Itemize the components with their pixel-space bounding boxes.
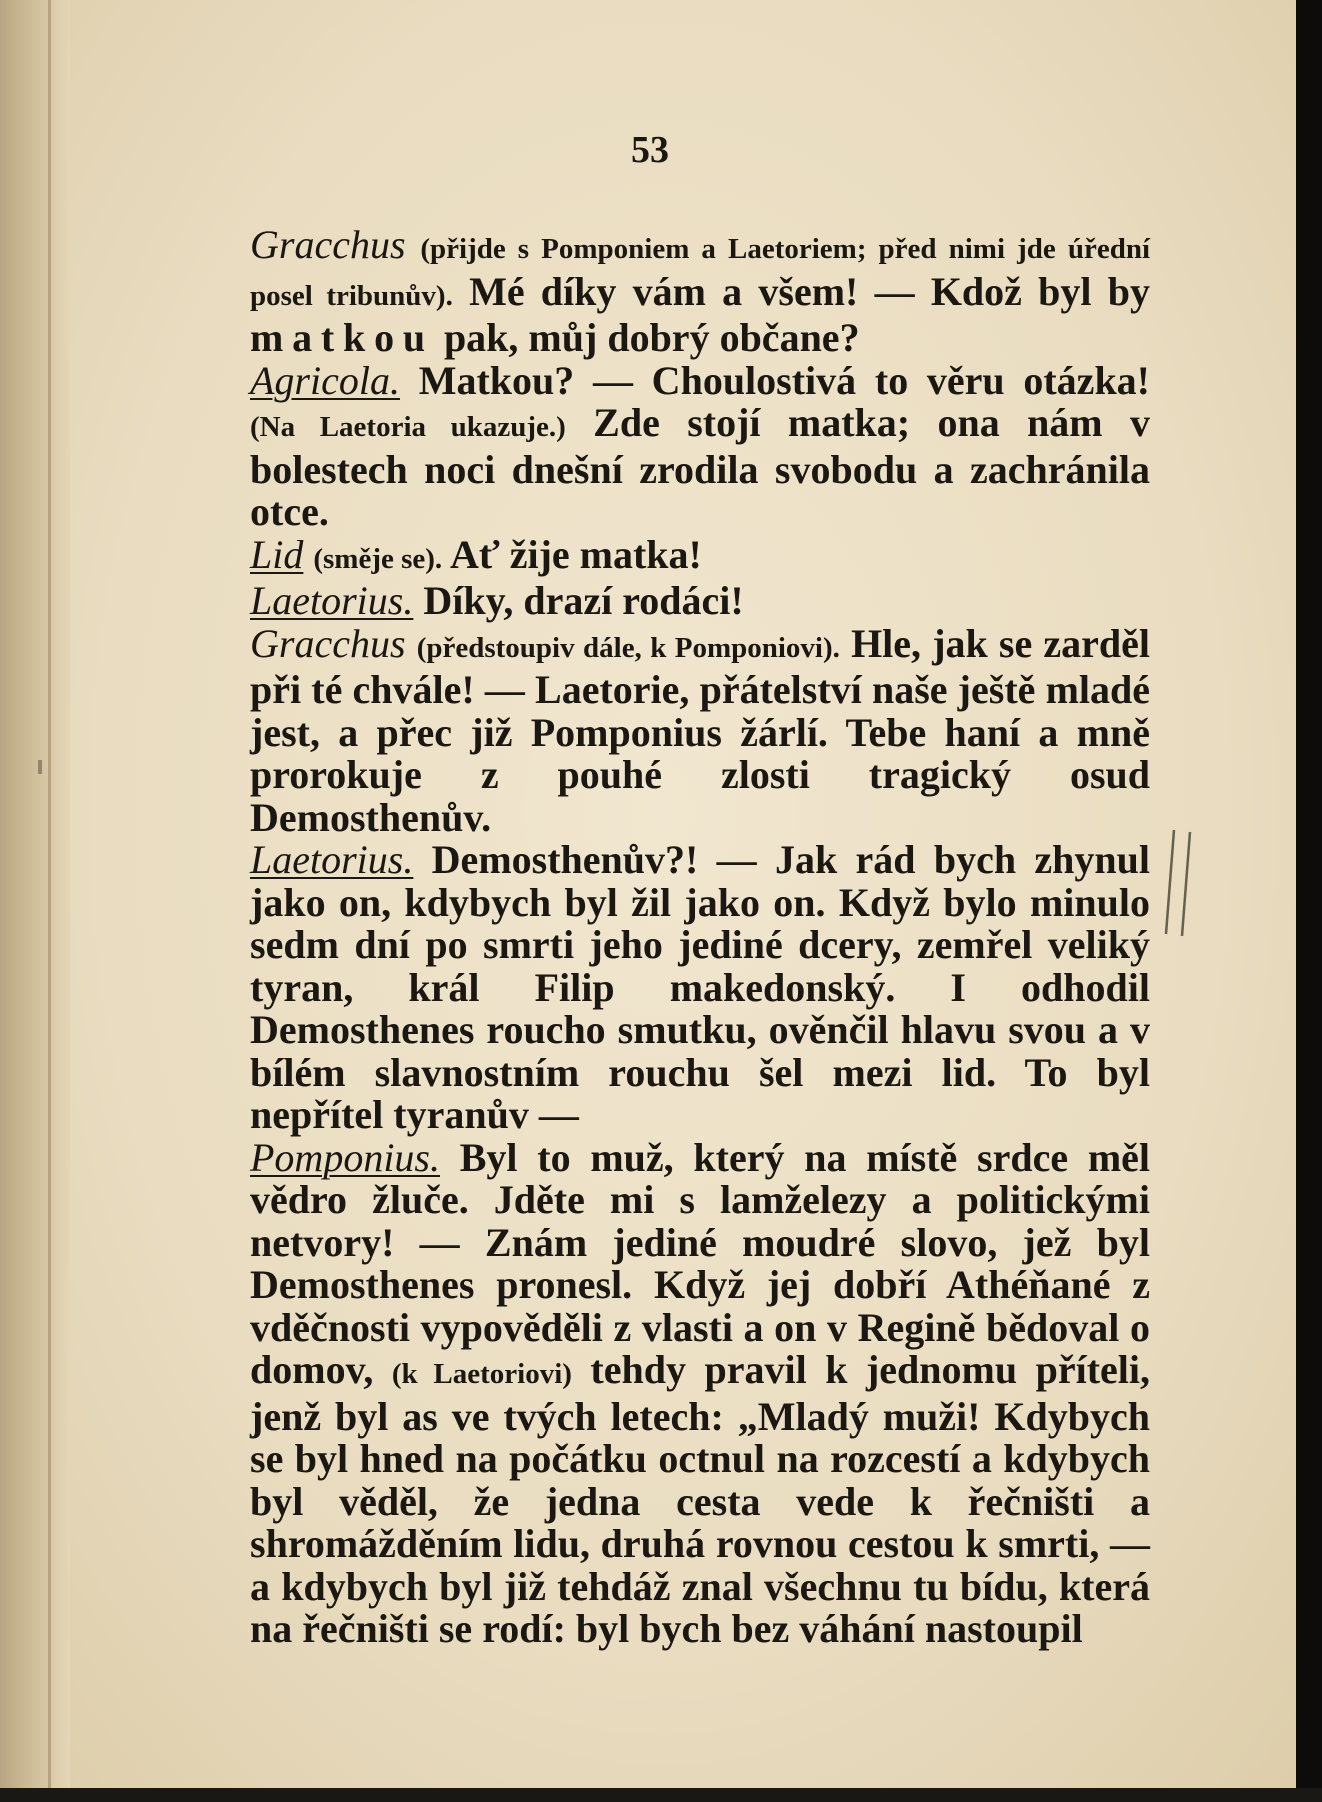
- margin-pencil-mark: [1162, 826, 1198, 938]
- stage-direction: (přijde s Pomponiem a Laetoriem; před nimi jde úřední posel tribunův).: [250, 233, 1151, 312]
- dialogue-text: Matkou? — Choulostivá to věru otázka!: [418, 357, 1151, 403]
- stage-direction: (Na Laetoria ukazuje.): [250, 411, 566, 443]
- dialogue-text: Demosthenův?! — Jak rád bych zhynul jako on, kdybych byl žil jako on. Když bylo minulo sedm dní po smrti jeho jediné dcery, zemřel veliký tyran, král Filip makedonský. I odhodil Demosthenes roucho smutku, ověnčil hlavu svou a v bílém slavnostním rouchu šel mezi lid. To byl nepřítel tyranův —: [250, 837, 1150, 1137]
- paragraph-pomponius: [162, 1134, 1151, 1651]
- scan-speck: [38, 760, 42, 774]
- speaker-name: Laetorius.: [250, 837, 414, 882]
- spaced-emphasis: matkou: [250, 315, 434, 360]
- paragraph-lid: [162, 531, 1150, 581]
- speaker-name: Pomponius.: [250, 1134, 440, 1180]
- paragraph-laetorius-2: [162, 839, 1150, 1137]
- speaker-name: Agricola.: [250, 357, 400, 403]
- stage-direction: (předstoupiv dále, k Pomponiovi).: [416, 631, 840, 664]
- dialogue-text: pak, můj dobrý občane?: [443, 315, 860, 360]
- dialogue-text: Díky, drazí rodáci!: [423, 578, 744, 623]
- speaker-name: Laetorius.: [250, 578, 414, 623]
- dialogue-text: tehdy pravil k jednomu příteli, jenž byl as ve tvých letech: „Mladý muži! Kdybych se byl hned na počátku octnul na rozcestí a kdybych byl věděl, že jedna cesta vede k řečništi a shromážděním lidu, druhá rovnou cestou k smrti, — a kdybych byl již tehdáž znal všechnu tu bídu, která na řečništi se rodí: byl bych bez váhání nastoupil: [250, 1347, 1150, 1651]
- dialogue-text: Zde stojí matka; ona nám v bolestech noci dnešní zrodila svobodu a zachránila otce.: [250, 400, 1150, 534]
- body-text: [162, 224, 1150, 1651]
- speaker-name: Gracchus: [250, 222, 406, 267]
- dialogue-text: Mé díky vám a všem! — Kdož byl by: [469, 268, 1150, 314]
- speaker-name: Gracchus: [250, 620, 406, 666]
- paragraph-gracchus-2: [162, 620, 1151, 840]
- stage-direction: (směje se).: [313, 542, 443, 575]
- dialogue-text: Ať žije matka!: [449, 531, 702, 577]
- paragraph-agricola: [162, 357, 1151, 534]
- page-gutter: [0, 0, 70, 1802]
- paragraph-laetorius-1: [162, 580, 1150, 623]
- dialogue-text: Hle, jak se zarděl při té chvále! — Laetorie, přátelství naše ještě mladé jest, a přec již Pomponius žárlí. Tebe haní a mně prorokuje z pouhé zlosti tragický osud Demosthenův.: [250, 620, 1151, 840]
- scan-border-bottom: [0, 1788, 1322, 1802]
- page-number: 53: [631, 129, 669, 171]
- speaker-name: Lid: [250, 531, 304, 577]
- stage-direction: (k Laetoriovi): [391, 1358, 572, 1390]
- scan-border-right: [1296, 0, 1322, 1802]
- dialogue-text: Byl to muž, který na místě srdce měl vědro žluče. Jděte mi s lamželezy a politickými netvory! — Znám jediné moudré slovo, jež byl Demosthenes pronesl. Když jej dobří Athéňané z vděčnosti vypověděli z vlasti a on v Regině bědoval o domov,: [250, 1134, 1151, 1392]
- spine-shadow: [48, 0, 51, 1802]
- paragraph-gracchus-1: [162, 224, 1150, 360]
